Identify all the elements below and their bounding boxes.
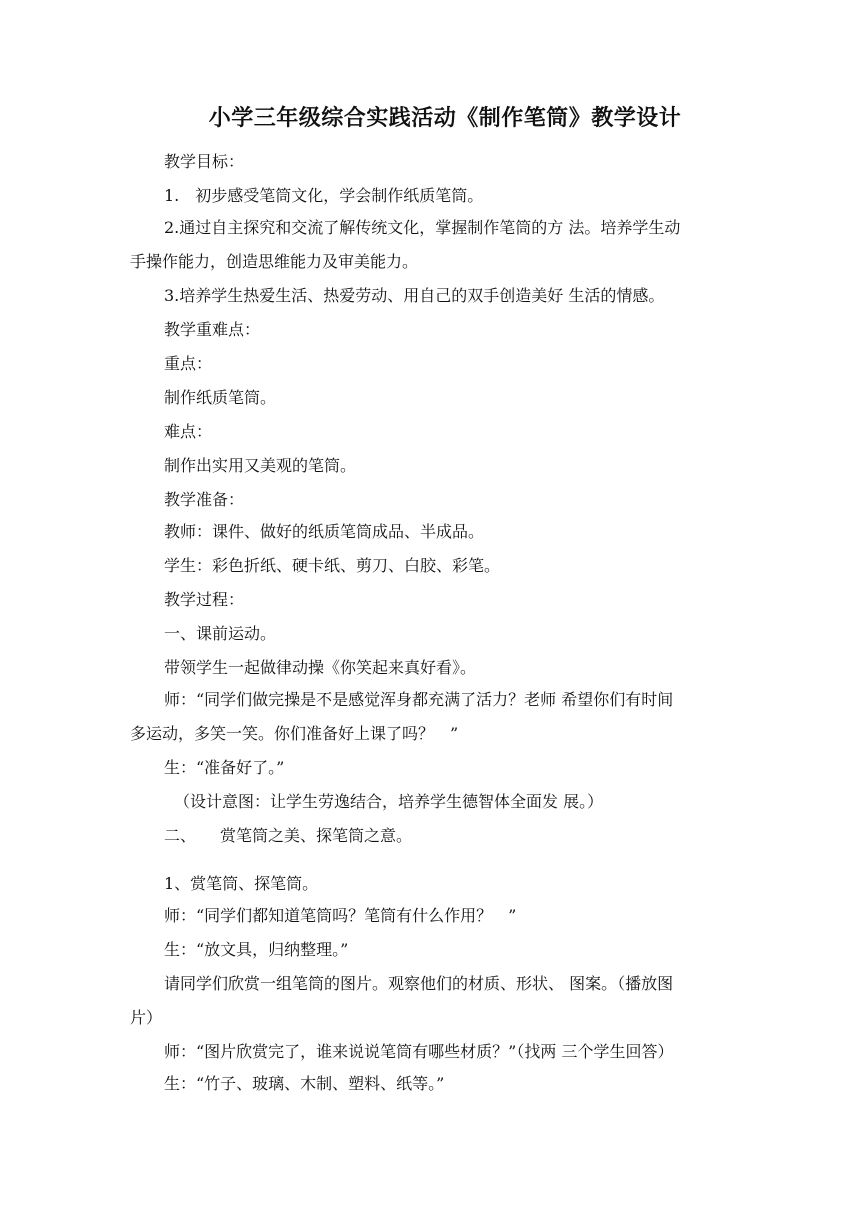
paragraph-line: 多运动，多笑一笑。你们准备好上课了吗？ ” xyxy=(130,724,459,743)
paragraph-line: 教学过程： xyxy=(164,590,245,609)
paragraph-line: 师：“图片欣赏完了，谁来说说笔筒有哪些材质？”（找两 三个学生回答） xyxy=(164,1042,674,1061)
paragraph-line: 手操作能力，创造思维能力及审美能力。 xyxy=(130,252,419,271)
paragraph-line: 3.培养学生热爱生活、热爱劳动、用自己的双手创造美好 生活的情感。 xyxy=(164,286,665,305)
paragraph-line: 重点： xyxy=(164,354,213,373)
subsection-heading: 1、赏笔筒、探笔筒。 xyxy=(164,874,319,893)
paragraph-line: 制作出实用又美观的笔筒。 xyxy=(164,456,357,475)
paragraph-line: 生：“竹子、玻璃、木制、塑料、纸等。” xyxy=(164,1074,445,1093)
paragraph-line: 难点： xyxy=(164,422,213,441)
section-heading: 二、 赏笔筒之美、探笔筒之意。 xyxy=(164,826,413,845)
paragraph-line: 片） xyxy=(130,1008,163,1027)
paragraph-line: 生：“准备好了。” xyxy=(164,758,285,777)
paragraph-line: 教学准备： xyxy=(164,490,245,509)
paragraph-line: 请同学们欣赏一组笔筒的图片。观察他们的材质、形状、 图案。（播放图 xyxy=(164,974,674,993)
paragraph-line: （设计意图：让学生劳逸结合，培养学生德智体全面发 展。） xyxy=(174,792,604,811)
paragraph-line: 制作纸质笔筒。 xyxy=(164,388,277,407)
paragraph-line: 教学目标： xyxy=(164,152,245,171)
paragraph-line: 带领学生一起做律动操《你笑起来真好看》。 xyxy=(164,658,477,677)
paragraph-line: 1. 初步感受笔筒文化，学会制作纸质笔筒。 xyxy=(164,186,484,205)
paragraph-line: 学生：彩色折纸、硬卡纸、剪刀、白胶、彩笔。 xyxy=(164,556,501,575)
paragraph-line: 2.通过自主探究和交流了解传统文化，掌握制作笔筒的方 法。培养学生动 xyxy=(164,218,681,237)
paragraph-line: 一、课前运动。 xyxy=(164,624,277,643)
paragraph-line: 教师：课件、做好的纸质笔筒成品、半成品。 xyxy=(164,522,485,541)
document-title: 小学三年级综合实践活动《制作笔筒》教学设计 xyxy=(208,106,682,131)
paragraph-line: 师：“同学们做完操是不是感觉浑身都充满了活力？老师 希望你们有时间 xyxy=(164,690,674,709)
paragraph-line: 教学重难点： xyxy=(164,320,261,339)
paragraph-line: 生：“放文具，归纳整理。” xyxy=(164,940,349,959)
paragraph-line: 师：“同学们都知道笔筒吗？笔筒有什么作用？ ” xyxy=(164,906,517,925)
